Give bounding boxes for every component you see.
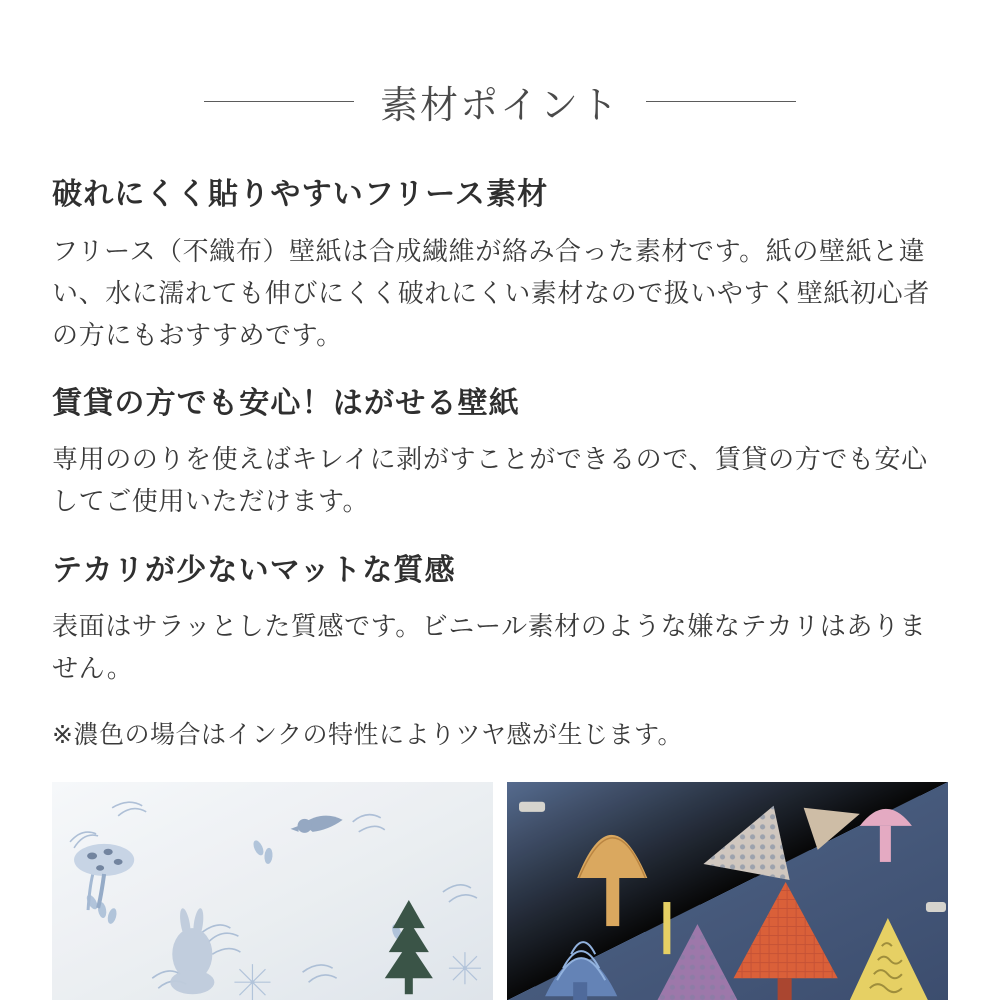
feature-body-1: フリース（不織布）壁紙は合成繊維が絡み合った素材です。紙の壁紙と違い、水に濡れても伸びにくく破れにくい素材なので扱いやすく壁紙初心者の方にもおすすめです。	[52, 235, 930, 350]
page-title: 素材ポイント	[379, 85, 620, 127]
feature-body-3: 表面はサラッとした質感です。ビニール素材のような嫌なテカリはありません。	[52, 611, 927, 684]
feature-note: ※濃色の場合はインクの特性によりツヤ感が生じます。	[52, 721, 683, 750]
light-botanical-pattern-icon	[52, 782, 493, 1000]
section-header	[0, 0, 1000, 129]
sample-photo-strip	[52, 782, 948, 1000]
content-area	[0, 129, 1000, 755]
feature-block-3	[52, 551, 948, 756]
wallpaper-sample-navy-trees	[507, 782, 948, 1000]
feature-block-1	[52, 175, 948, 356]
rule-left	[204, 101, 354, 102]
feature-title-2: 賃貸の方でも安心！はがせる壁紙	[52, 386, 520, 420]
feature-title-1: 破れにくく貼りやすいフリース素材	[52, 178, 549, 211]
wallpaper-sample-light-botanical	[52, 782, 493, 1000]
rule-right	[646, 101, 796, 102]
feature-body-2: 専用ののりを使えばキレイに剥がすことができるので、賃貸の方でも安心してご使用いただけます。	[52, 444, 928, 517]
feature-block-2	[52, 384, 948, 523]
navy-trees-pattern-icon	[507, 782, 948, 1000]
feature-title-3: テカリが少ないマットな質感	[52, 553, 456, 587]
